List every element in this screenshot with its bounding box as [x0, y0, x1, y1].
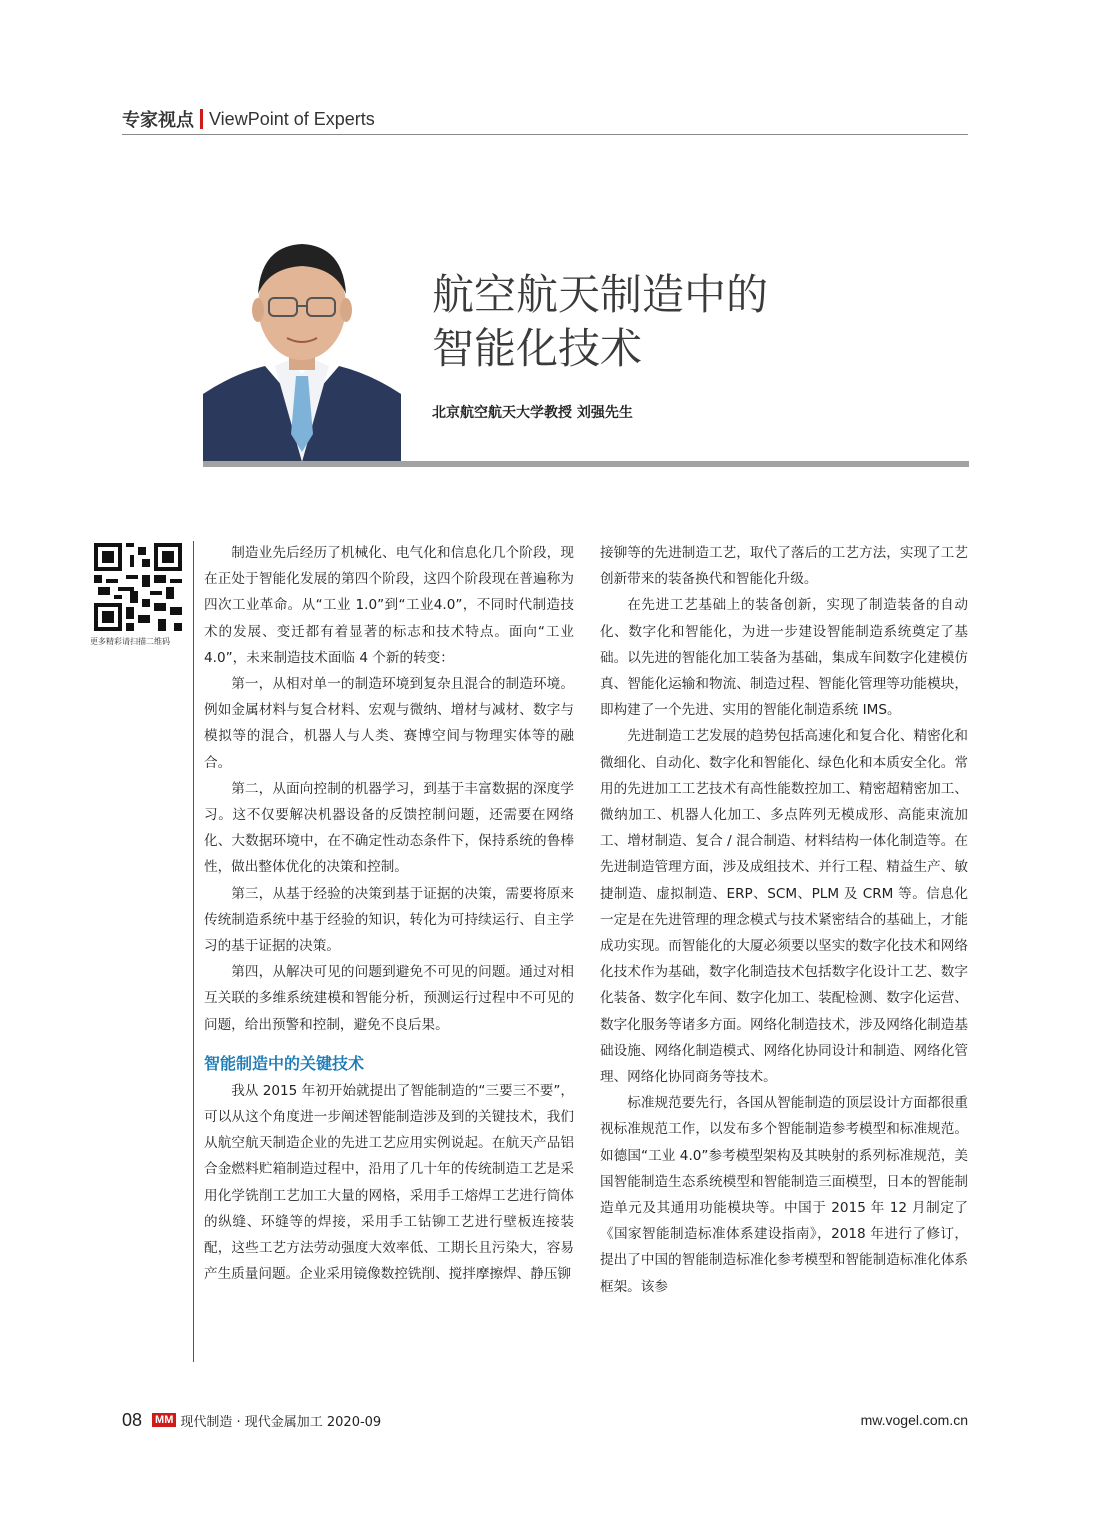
section-name-cn: 专家视点 — [122, 110, 194, 131]
paragraph: 标准规范要先行，各国从智能制造的顶层设计方面都很重视标准规范工作，以发布多个智能制造参考模型和标准规范。如德国“工业 4.0”参考模型架构及其映射的系列标准规范，美国智能制造生态系统模型和智能制造三面模型，日本的智能制造单元及其通用功能模块等。中国于 2015 年 12 月制定了《国家智能制造标准体系建设指南》，2018 年进行了修订，提出了中国的智能制造标准化参考模型和智能制造标准化体系框架。该参 — [600, 1095, 968, 1295]
paragraph: 制造业先后经历了机械化、电气化和信息化几个阶段，现在正处于智能化发展的第四个阶段，这四个阶段现在普遍称为四次工业革命。从“工业 1.0”到“工业4.0”，不同时代制造技术的发展、变迁都有着显著的标志和技术特点。面向“工业 4.0”，未来制造技术面临 4 个新的转变： — [204, 545, 574, 666]
column-rule — [193, 541, 194, 1362]
title-line-2: 智能化技术 — [432, 324, 643, 373]
page-header — [122, 104, 968, 135]
author-portrait-icon — [203, 234, 401, 462]
page-number: 08 — [122, 1409, 143, 1430]
header-divider — [200, 109, 203, 129]
author-photo — [203, 234, 401, 462]
author-byline: 北京航空航天大学教授 刘强先生 — [432, 405, 633, 421]
article-title — [432, 268, 952, 376]
paragraph: 第三，从基于经验的决策到基于证据的决策，需要将原来传统制造系统中基于经验的知识，转化为可持续运行、自主学习的基于证据的决策。 — [204, 885, 574, 955]
qr-caption: 更多精彩请扫描二维码 — [90, 637, 170, 646]
title-line-1: 航空航天制造中的 — [432, 270, 769, 319]
section-heading: 智能制造中的关键技术 — [204, 1053, 365, 1073]
paragraph: 第二，从面向控制的机器学习，到基于丰富数据的深度学习。这不仅要解决机器设备的反馈控制问题，还需要在网络化、大数据环境中，在不确定性动态条件下，保持系统的鲁棒性，做出整体优化的决策和控制。 — [204, 780, 574, 876]
magazine-logo: MM — [152, 1413, 176, 1427]
paragraph: 先进制造工艺发展的趋势包括高速化和复合化、精密化和微细化、自动化、数字化和智能化、绿色化和本质安全化。常用的先进加工工艺技术有高性能数控加工、精密超精密加工、微纳加工、机器人化加工、多点阵列无模成形、高能束流加工、增材制造、复合 / 混合制造、材料结构一体化制造等。在先进制造管理方面，涉及成组技术、并行工程、精益生产、敏捷制造、虚拟制造、ERP、SCM、PLM 及 CRM 等。信息化一定是在先进管理的理念模式与技术紧密结合的基础上，才能成功实现。而智能化的大厦必须要以坚实的数字化技术和网络化技术作为基础，数字化制造技术包括数字化设计工艺、数字化装备、数字化车间、数字化加工、装配检测、数字化运营、数字化服务等诸多方面。网络化制造技术，涉及网络化制造基础设施、网络化制造模式、网络化协同设计和制造、网络化管理、网络化协同商务等技术。 — [600, 728, 968, 1086]
qr-code-icon — [94, 543, 182, 631]
section-name-en: ViewPoint of Experts — [209, 108, 375, 129]
left-column — [204, 540, 574, 1287]
paragraph: 在先进工艺基础上的装备创新，实现了制造装备的自动化、数字化和智能化，为进一步建设智能制造系统奠定了基础。以先进的智能化加工装备为基础，集成车间数字化建模仿真、智能化运输和物流、制造过程、智能化管理等功能模块，即构建了一个先进、实用的智能化制造系统 IMS。 — [600, 597, 968, 719]
paragraph: 第一，从相对单一的制造环境到复杂且混合的制造环境。例如金属材料与复合材料、宏观与微纳、增材与减材、数字与模拟等的混合，机器人与人类、赛博空间与物理实体等的融合。 — [204, 676, 574, 771]
paragraph: 我从 2015 年初开始就提出了智能制造的“三要三不要”，可以从这个角度进一步阐述智能制造涉及到的关键技术，我们从航空航天制造企业的先进工艺应用实例说起。在航天产品铝合金燃料贮箱制造过程中，沿用了几十年的传统制造工艺是采用化学铣削工艺加工大量的网格，采用手工熔焊工艺进行筒体的纵缝、环缝等的焊接，采用手工钻铆工艺进行壁板连接装配，这些工艺方法劳动强度大效率低、工期长且污染大，容易产生质量问题。企业采用镜像数控铣削、搅拌摩擦焊、静压铆 — [204, 1082, 574, 1283]
paragraph: 接铆等的先进制造工艺，取代了落后的工艺方法，实现了工艺创新带来的装备换代和智能化升级。 — [600, 545, 968, 588]
right-column — [600, 540, 968, 1300]
magazine-name: 现代制造 · 现代金属加工 2020-09 — [180, 1414, 382, 1430]
title-divider — [203, 461, 969, 467]
paragraph: 第四，从解决可见的问题到避免不可见的问题。通过对相互关联的多维系统建模和智能分析，预测运行过程中不可见的问题，给出预警和控制，避免不良后果。 — [204, 964, 574, 1033]
page-footer — [122, 1408, 968, 1432]
website-link[interactable]: mw.vogel.com.cn — [860, 1412, 968, 1428]
